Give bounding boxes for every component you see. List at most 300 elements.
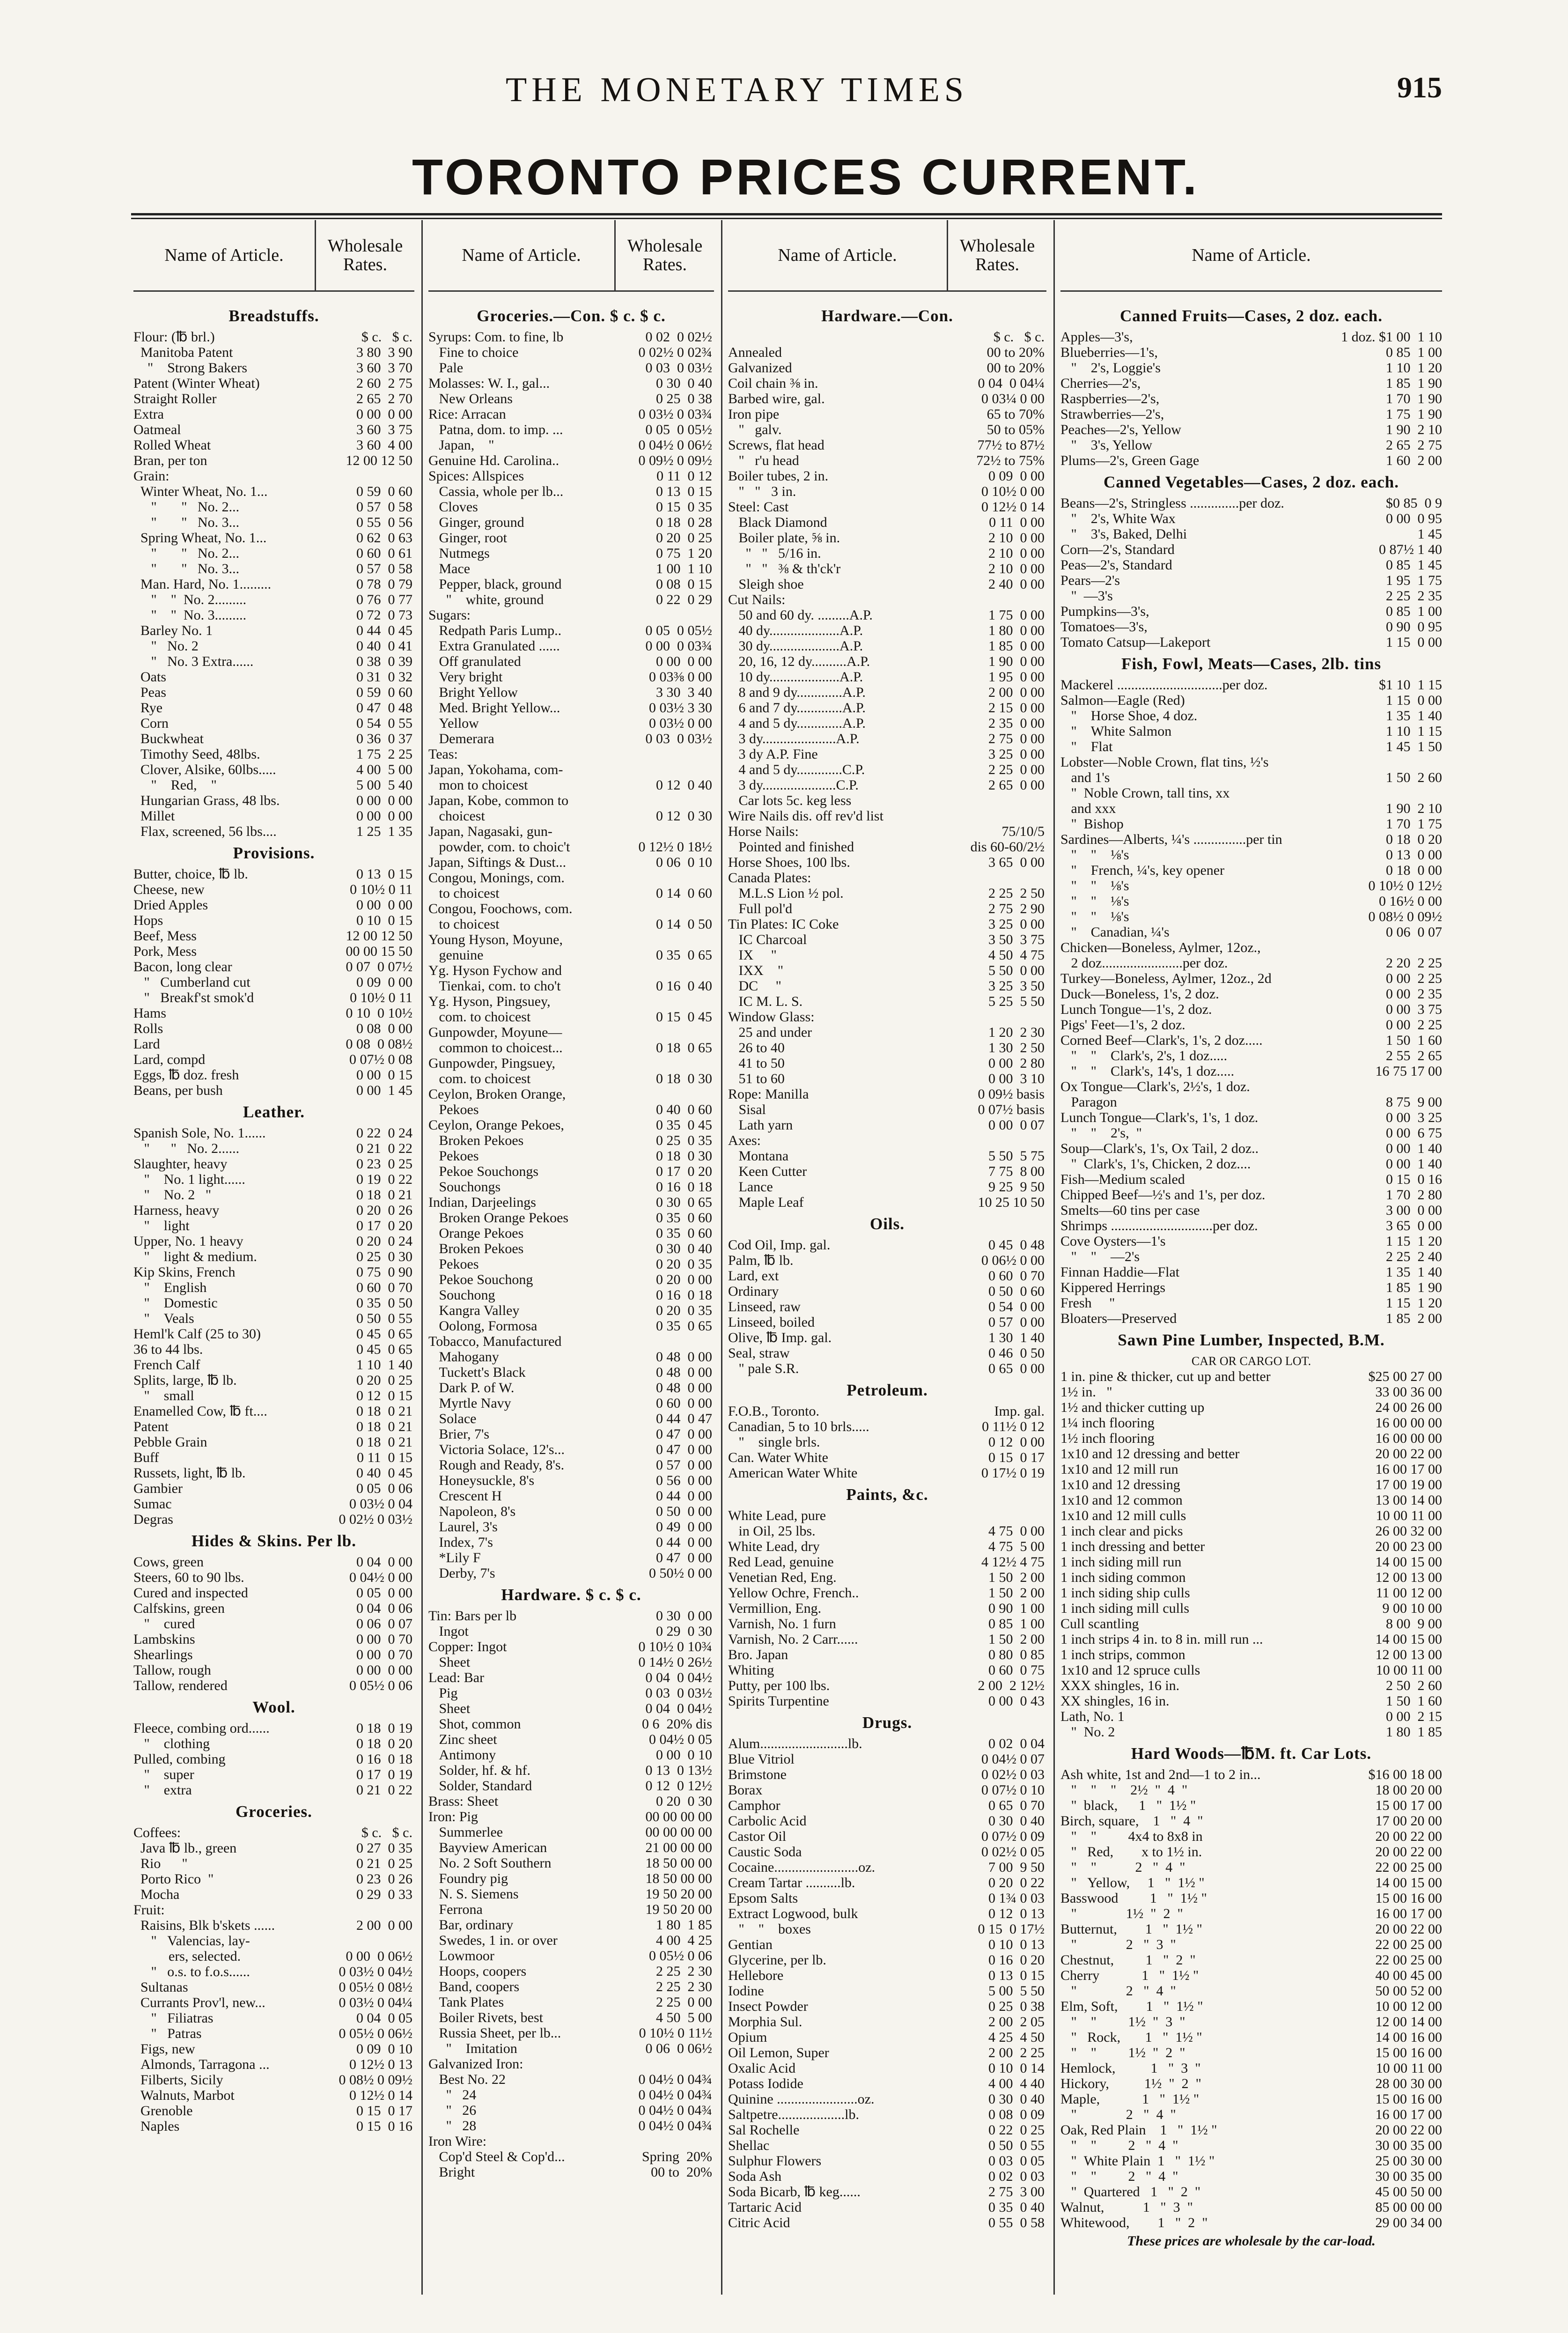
wholesale-rate: 1 50 2 00 [988, 1585, 1045, 1601]
price-row [1060, 1709, 1442, 1724]
price-row [133, 1871, 414, 1887]
article-name: " white, ground [428, 592, 544, 607]
price-row [133, 669, 414, 685]
price-row [728, 2138, 1046, 2153]
column-header-rates: Wholesale Rates. [614, 220, 714, 290]
price-row [1060, 1616, 1442, 1632]
wholesale-rate: 0 36 0 37 [356, 731, 412, 746]
wholesale-rate: 00 to 20% [651, 2164, 712, 2180]
price-row [1060, 360, 1442, 376]
price-row [1060, 1813, 1442, 1829]
wholesale-rate: 2 65 2 75 [1386, 437, 1442, 453]
wholesale-rate: 0 04½ 0 00 [349, 1570, 412, 1585]
article-name: Oatmeal [133, 422, 181, 437]
article-name: " single brls. [728, 1434, 820, 1450]
price-row [1060, 893, 1442, 909]
article-name: ers, selected. [133, 1949, 241, 1964]
wholesale-rate: Imp. gal. [994, 1403, 1045, 1419]
article-name: genuine [428, 947, 484, 963]
article-name: " White Plain 1 " 1½ " [1060, 2153, 1215, 2169]
article-name: Ceylon, Broken Orange, [428, 1086, 566, 1102]
wholesale-rate: 0 1¾ 0 03 [988, 1890, 1045, 1906]
article-name: " small [133, 1388, 194, 1403]
article-name: 1x10 and 12 spruce culls [1060, 1662, 1200, 1678]
wholesale-rate: 0 40 0 45 [356, 1465, 412, 1481]
price-row [1060, 619, 1442, 635]
wholesale-rate: 11 00 12 00 [1376, 1585, 1442, 1601]
article-name: Nutmegs [428, 546, 490, 561]
price-row [133, 453, 414, 468]
article-name: " super [133, 1767, 194, 1782]
wholesale-rate: $16 00 18 00 [1368, 1767, 1442, 1782]
article-name: Lance [728, 1179, 773, 1195]
wholesale-rate: 0 35 0 65 [656, 1318, 712, 1334]
price-row [728, 1009, 1046, 1025]
price-row [133, 1933, 414, 1949]
article-name: Shrimps .............................per doz. [1060, 1218, 1258, 1233]
wholesale-rate: 0 90 0 95 [1386, 619, 1442, 635]
price-row [728, 2045, 1046, 2060]
article-name: 1 inch siding ship culls [1060, 1585, 1190, 1601]
article-name: Gambier [133, 1481, 183, 1496]
article-name: Demerara [428, 731, 494, 746]
article-name: Winter Wheat, No. 1... [133, 484, 268, 499]
price-row [428, 1318, 714, 1334]
article-name: " Canadian, ¼'s [1060, 924, 1170, 940]
price-row [428, 1809, 714, 1824]
article-name: Rolled Wheat [133, 437, 211, 453]
price-row [133, 1005, 414, 1021]
price-row [728, 1999, 1046, 2014]
wholesale-rate: 0 20 0 25 [656, 530, 712, 546]
price-row [428, 1871, 714, 1886]
wholesale-rate: 14 00 15 00 [1375, 1875, 1442, 1890]
price-row [728, 1693, 1046, 1709]
price-row [1060, 1968, 1442, 1983]
price-row [1060, 2107, 1442, 2122]
wholesale-rate: 0 50 0 60 [988, 1284, 1045, 1299]
article-name: Fine to choice [428, 345, 519, 360]
article-name: Congou, Monings, com. [428, 870, 565, 886]
article-name: Oolong, Formosa [428, 1318, 537, 1334]
wholesale-rate: 0 03½ 0 04¼ [339, 1995, 412, 2010]
price-row [728, 2215, 1046, 2230]
price-row [428, 994, 714, 1009]
price-row [728, 1253, 1046, 1268]
article-name: 3 dy.....................C.P. [728, 777, 859, 793]
article-name: White Lead, pure [728, 1508, 826, 1523]
wholesale-rate: 0 59 0 60 [356, 685, 412, 700]
wholesale-rate: 0 30 0 40 [656, 376, 712, 391]
wholesale-rate: 0 50 0 55 [356, 1311, 412, 1326]
wholesale-rate: 16 00 17 00 [1375, 1906, 1442, 1921]
article-name: " " No. 2... [133, 546, 240, 561]
wholesale-rate: 0 00 1 40 [1386, 1141, 1442, 1156]
article-name: Birch, square, 1 " 4 " [1060, 1813, 1203, 1829]
article-name: Pumpkins—3's, [1060, 604, 1149, 619]
section-heading: Leather. [243, 1103, 305, 1121]
price-row [133, 530, 414, 546]
price-row [133, 777, 414, 793]
article-name: Shellac [728, 2138, 770, 2153]
article-name: Castor Oil [728, 1829, 787, 1844]
wholesale-rate: 19 50 20 00 [645, 1886, 712, 1902]
price-row [428, 654, 714, 669]
article-name: " " 1½ " 2 " [1060, 2045, 1185, 2060]
wholesale-rate: 0 35 0 45 [656, 1117, 712, 1133]
article-name: 1x10 and 12 mill run [1060, 1462, 1178, 1477]
wholesale-rate: 5 50 0 00 [988, 963, 1045, 978]
wholesale-rate: 1 70 1 90 [1386, 391, 1442, 406]
article-name: Band, coopers [428, 1979, 520, 1994]
wholesale-rate: 20 00 23 00 [1375, 1539, 1442, 1554]
article-name: " Horse Shoe, 4 doz. [1060, 708, 1198, 724]
price-row [728, 1616, 1046, 1632]
article-name: Maple Leaf [728, 1195, 804, 1210]
price-row [428, 1948, 714, 1964]
article-name: " " No. 3... [133, 515, 240, 530]
article-name: Copper: Ingot [428, 1639, 507, 1654]
article-name: New Orleans [428, 391, 513, 406]
article-name: Cocaine........................oz. [728, 1860, 876, 1875]
wholesale-rate: 2 25 2 30 [656, 1964, 712, 1979]
price-row [133, 731, 414, 746]
article-name: Ordinary [728, 1284, 779, 1299]
price-row [428, 437, 714, 453]
price-row [728, 1345, 1046, 1361]
article-name: " No. 1 light...... [133, 1172, 245, 1187]
wholesale-rate: 2 20 2 25 [1386, 955, 1442, 971]
article-name: Mace [428, 561, 471, 576]
article-name: Raisins, Blk b'skets ...... [133, 1918, 275, 1933]
article-name: Wire Nails dis. off rev'd list [728, 808, 883, 824]
wholesale-rate: 0 05½ 0 06 [349, 1678, 412, 1693]
price-row [728, 1164, 1046, 1179]
price-row [133, 1311, 414, 1326]
price-row [1060, 437, 1442, 453]
price-row [428, 793, 714, 808]
wholesale-rate [946, 1508, 1046, 1523]
price-row [728, 808, 1046, 824]
price-row [428, 1716, 714, 1732]
wholesale-rate: 2 75 0 00 [988, 731, 1045, 746]
wholesale-rate: 40 00 45 00 [1375, 1968, 1442, 1983]
article-name: Coil chain ⅜ in. [728, 376, 818, 391]
price-row [133, 654, 414, 669]
wholesale-rate: 0 16 0 18 [656, 1179, 712, 1195]
article-name: Japan, Kobe, common to [428, 793, 569, 808]
price-row [1060, 1585, 1442, 1601]
price-row [728, 916, 1046, 932]
wholesale-rate: 0 57 0 00 [988, 1314, 1045, 1330]
article-name: " " No. 2......... [133, 592, 247, 607]
wholesale-rate: 14 00 15 00 [1375, 1632, 1442, 1647]
wholesale-rate: 0 55 0 58 [988, 2215, 1045, 2230]
price-row [428, 1488, 714, 1504]
price-row [428, 422, 714, 437]
wholesale-rate: 7 00 9 50 [988, 1860, 1045, 1875]
wholesale-rate: 0 12 0 30 [656, 808, 712, 824]
column-header-name: Name of Article. [164, 245, 284, 265]
wholesale-rate: $ c. $ c. [993, 329, 1045, 345]
price-row [133, 1083, 414, 1098]
article-name: Patna, dom. to imp. ... [428, 422, 563, 437]
section-heading: Fish, Fowl, Meats—Cases, 2lb. tins [1121, 655, 1382, 673]
wholesale-rate: 1 45 [1417, 526, 1442, 542]
wholesale-rate: 1 10 1 40 [356, 1357, 412, 1373]
wholesale-rate: 1 doz. $1 00 1 10 [1341, 329, 1442, 345]
price-row [428, 1824, 714, 1840]
wholesale-rate: 0 18 0 30 [656, 1148, 712, 1164]
article-name: " black, 1 " 1½ " [1060, 1798, 1196, 1813]
price-row [1060, 1678, 1442, 1693]
article-name: Whitewood, 1 " 2 " [1060, 2215, 1208, 2230]
wholesale-rate: 0 05½ 0 08½ [339, 1979, 412, 1995]
article-name: Caustic Soda [728, 1844, 802, 1860]
price-row [728, 1450, 1046, 1465]
article-name: 10 dy....................A.P. [728, 669, 863, 685]
wholesale-rate: 2 50 2 60 [1386, 1678, 1442, 1693]
article-name: 1½ and thicker cutting up [1060, 1400, 1205, 1415]
wholesale-rate: 7 75 8 00 [988, 1164, 1045, 1179]
wholesale-rate: 0 04½ 0 04¾ [638, 2087, 712, 2103]
article-name: 1½ inch flooring [1060, 1431, 1155, 1446]
price-row [728, 839, 1046, 855]
article-name: Black Diamond [728, 515, 827, 530]
wholesale-rate: 0 60 0 75 [988, 1662, 1045, 1678]
price-row [133, 2010, 414, 2026]
price-row [428, 2010, 714, 2025]
price-row [728, 1570, 1046, 1585]
price-row [1060, 406, 1442, 422]
price-row [728, 1299, 1046, 1314]
wholesale-rate: 4 00 5 00 [356, 762, 412, 777]
price-row [428, 1025, 714, 1040]
price-row [1060, 376, 1442, 391]
wholesale-rate: 0 00 3 25 [1386, 1110, 1442, 1125]
price-row [728, 576, 1046, 592]
article-name: Pale [428, 360, 464, 376]
article-name: " French, ¼'s, key opener [1060, 863, 1225, 878]
article-name: " " No. 3... [133, 561, 240, 576]
wholesale-rate: 0 02½ 0 03½ [339, 1512, 412, 1527]
wholesale-rate: 1 50 2 60 [1386, 770, 1442, 785]
wholesale-rate: 12 00 13 00 [1375, 1570, 1442, 1585]
article-name: Pulled, combing [133, 1751, 226, 1767]
price-row [1060, 2045, 1442, 2060]
price-row [1060, 724, 1442, 739]
article-name: Russia Sheet, per lb... [428, 2025, 561, 2041]
article-name: Pebble Grain [133, 1434, 207, 1450]
article-name: Peaches—2's, Yellow [1060, 422, 1181, 437]
section-heading: Drugs. [862, 1713, 913, 1732]
price-row [728, 453, 1046, 468]
wholesale-rate: 22 00 25 00 [1375, 1937, 1442, 1952]
section-heading: Groceries.—Con. $ c. $ c. [477, 307, 666, 325]
price-row [133, 1662, 414, 1678]
wholesale-rate [614, 2056, 714, 2072]
price-row [1060, 1462, 1442, 1477]
price-row [728, 654, 1046, 669]
article-name: Brimstone [728, 1767, 787, 1782]
price-row [133, 1249, 414, 1264]
section-heading: Petroleum. [847, 1381, 928, 1399]
price-row [1060, 1079, 1442, 1094]
wholesale-rate: 0 08 0 00 [356, 1021, 412, 1036]
price-row [728, 1071, 1046, 1086]
price-row [1060, 1632, 1442, 1647]
price-row [428, 1917, 714, 1933]
price-row [133, 561, 414, 576]
price-row [728, 1921, 1046, 1937]
price-row [1060, 754, 1442, 770]
price-row [133, 1481, 414, 1496]
price-row [133, 1388, 414, 1403]
wholesale-rate: 2 75 3 00 [988, 2184, 1045, 2200]
wholesale-rate: 2 10 0 00 [988, 561, 1045, 576]
article-name: 20, 16, 12 dy..........A.P. [728, 654, 870, 669]
wholesale-rate: 0 47 0 00 [656, 1442, 712, 1457]
price-row [133, 1419, 414, 1434]
article-name: Carbolic Acid [728, 1813, 807, 1829]
wholesale-rate: $1 10 1 15 [1379, 677, 1442, 693]
article-name: Sultanas [133, 1979, 188, 1995]
price-row [133, 515, 414, 530]
wholesale-rate: 1 15 0 00 [1386, 693, 1442, 708]
wholesale-rate: 0 10 0 10½ [346, 1005, 412, 1021]
wholesale-rate: 0 40 0 60 [656, 1102, 712, 1117]
price-row [428, 360, 714, 376]
price-row [1060, 986, 1442, 1002]
wholesale-rate: 00 00 15 50 [346, 944, 412, 959]
wholesale-rate: 0 14 0 50 [656, 916, 712, 932]
article-name: Corned Beef—Clark's, 1's, 2 doz..... [1060, 1033, 1263, 1048]
article-name: Ox Tongue—Clark's, 2½'s, 1 doz. [1060, 1079, 1250, 1094]
article-name: Red Lead, genuine [728, 1554, 834, 1570]
article-name: Lobster—Noble Crown, flat tins, ½'s [1060, 754, 1269, 770]
article-name: Hams [133, 1005, 166, 1021]
wholesale-rate: 1 90 0 00 [988, 654, 1045, 669]
price-row [728, 1813, 1046, 1829]
article-name: " " boxes [728, 1921, 811, 1937]
wholesale-rate: 2 00 0 00 [988, 685, 1045, 700]
price-row [133, 329, 414, 345]
wholesale-rate: 0 27 0 35 [356, 1840, 412, 1856]
wholesale-rate: 0 09 0 00 [356, 975, 412, 990]
price-row [133, 1264, 414, 1280]
wholesale-rate: 0 11 0 12 [656, 468, 712, 484]
price-row [133, 762, 414, 777]
wholesale-rate: 0 57 0 58 [356, 561, 412, 576]
price-row [428, 947, 714, 963]
article-name: 3 dy.....................A.P. [728, 731, 860, 746]
wholesale-rate: 0 21 0 25 [356, 1856, 412, 1871]
price-row [428, 1654, 714, 1670]
section-heading: Hides & Skins. Per lb. [191, 1532, 356, 1550]
price-row [133, 376, 414, 391]
wholesale-rate: 2 25 2 50 [988, 886, 1045, 901]
wholesale-rate: 2 25 2 35 [1386, 588, 1442, 604]
price-row [1060, 1187, 1442, 1203]
article-name: Redpath Paris Lump.. [428, 623, 562, 638]
wholesale-rate: 0 18 0 20 [1386, 832, 1442, 847]
price-row [133, 1964, 414, 1979]
price-row [1060, 1906, 1442, 1921]
wholesale-rate: 13 00 14 00 [1375, 1492, 1442, 1508]
price-row [133, 1647, 414, 1662]
price-row [133, 808, 414, 824]
price-row [728, 2091, 1046, 2107]
article-name: " No. 2 [1060, 1724, 1115, 1740]
price-row [728, 978, 1046, 994]
price-row [1060, 588, 1442, 604]
wholesale-rate: 0 12½ 0 14 [349, 2088, 412, 2103]
price-row [428, 1009, 714, 1025]
article-name: " English [133, 1280, 207, 1295]
wholesale-rate: 3 60 4 00 [356, 437, 412, 453]
wholesale-rate: 0 02 0 04 [988, 1736, 1045, 1751]
article-name: Horse Nails: [728, 824, 799, 839]
wholesale-rate [1302, 1079, 1442, 1094]
wholesale-rate: 8 00 9 00 [1386, 1616, 1442, 1632]
wholesale-rate: 0 04 0 05 [356, 2010, 412, 2026]
wholesale-rate: 0 00 0 70 [356, 1647, 412, 1662]
wholesale-rate: 0 00 0 00 [356, 793, 412, 808]
price-row [1060, 1431, 1442, 1446]
wholesale-rate: 0 45 0 65 [356, 1326, 412, 1342]
wholesale-rate: 0 85 1 00 [988, 1616, 1045, 1632]
article-name: White Lead, dry [728, 1539, 820, 1554]
price-row [428, 2072, 714, 2087]
price-row [133, 1036, 414, 1052]
price-row [1060, 557, 1442, 573]
wholesale-rate: 3 80 3 90 [356, 345, 412, 360]
wholesale-rate: 3 25 0 00 [988, 916, 1045, 932]
article-name: Index, 7's [428, 1535, 493, 1550]
price-row [728, 1195, 1046, 1210]
article-name: XXX shingles, 16 in. [1060, 1678, 1180, 1693]
price-column-1 [133, 220, 414, 2292]
wholesale-rate: 0 12 0 40 [656, 777, 712, 793]
wholesale-rate: 0 21 0 22 [356, 1141, 412, 1156]
wholesale-rate: 1 00 1 10 [656, 561, 712, 576]
wholesale-rate: 1 25 1 35 [356, 824, 412, 839]
article-name: Zinc sheet [428, 1732, 497, 1747]
column-header-name: Name of Article. [778, 245, 897, 265]
wholesale-rate: 5 25 5 50 [988, 994, 1045, 1009]
article-name: Corn [133, 716, 169, 731]
wholesale-rate: 0 15 0 17 [988, 1450, 1045, 1465]
price-row [728, 963, 1046, 978]
price-row [728, 1268, 1046, 1284]
price-row [133, 1156, 414, 1172]
article-name: Boiler Rivets, best [428, 2010, 543, 2025]
wholesale-rate: 0 06 0 07 [1386, 924, 1442, 940]
price-row [728, 1736, 1046, 1751]
price-row [1060, 1921, 1442, 1937]
wholesale-rate: 0 16½ 0 00 [1379, 893, 1442, 909]
wholesale-rate: 0 65 0 00 [988, 1361, 1045, 1376]
wholesale-rate: 0 38 0 39 [356, 654, 412, 669]
article-name: choicest [428, 808, 485, 824]
price-row [728, 1117, 1046, 1133]
article-name: Tank Plates [428, 1994, 504, 2010]
article-name: F.O.B., Toronto. [728, 1403, 819, 1419]
article-name: Grain: [133, 468, 169, 484]
wholesale-rate: 20 00 22 00 [1375, 1829, 1442, 1844]
price-row [428, 901, 714, 916]
wholesale-rate: 0 15 0 16 [356, 2119, 412, 2134]
